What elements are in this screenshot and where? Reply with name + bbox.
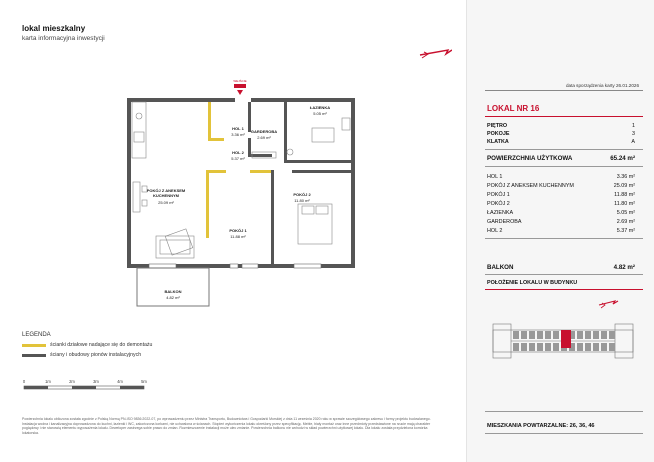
meta-staircase (487, 139, 635, 145)
building-cell (577, 331, 583, 339)
room-row-label: ŁAZIENKA (487, 210, 514, 216)
building-cell (529, 331, 535, 339)
room-row-value: 2.69 m² (616, 219, 635, 225)
balcony-area-label: BALKON (487, 264, 514, 271)
location-divider (485, 289, 643, 290)
building-cell (513, 343, 519, 351)
room-label-wardrobe: GARDEROBA (250, 129, 278, 134)
unit-title: LOKAL NR 16 (487, 104, 540, 113)
armchair (165, 229, 193, 255)
building-cell (609, 343, 615, 351)
room-row (487, 174, 635, 180)
room-row-value: 3.36 m² (616, 174, 635, 180)
dining-table (133, 182, 147, 212)
north-arrow-icon (597, 296, 619, 312)
room-row (487, 228, 635, 234)
document-title: lokal mieszkalny (22, 24, 86, 33)
outer-walls (127, 98, 355, 268)
info-card (466, 0, 654, 462)
building-cell (545, 331, 551, 339)
document-subtitle: karta informacyjna inwestycji (22, 35, 105, 42)
balcony-outline (137, 268, 209, 306)
building-cell (593, 331, 599, 339)
building-cell (585, 331, 591, 339)
room-row-value: 11.88 m² (614, 192, 635, 198)
building-cell (553, 343, 559, 351)
room-area-bath: 5.05 m² (313, 111, 327, 116)
meta-staircase-label: KLATKA (487, 139, 509, 145)
room-label-bath: ŁAZIENKA (309, 105, 331, 110)
room-area-room1: 11.88 m² (230, 234, 246, 239)
scale-tick-1: 1m (45, 379, 51, 384)
bathroom-fixtures (287, 118, 350, 155)
legend-item-walls (22, 352, 141, 358)
building-cell (521, 331, 527, 339)
legend-item-removable (22, 342, 152, 348)
room-label-hol2: HOL 2 (232, 150, 244, 155)
scale-tick-5: 5m (141, 379, 147, 384)
building-cell (521, 343, 527, 351)
building-cell (513, 331, 519, 339)
meta-rooms-label: POKOJE (487, 131, 510, 137)
building-location-diagram (489, 316, 639, 366)
meta-floor (487, 123, 635, 129)
scale-tick-0: 0 (22, 379, 26, 384)
divider (485, 411, 643, 412)
scale-bar (22, 376, 152, 396)
unit-highlight (561, 330, 571, 348)
entrance-label: WEJŚCIE (233, 79, 247, 83)
room-row-label: POKÓJ Z ANEKSEM KUCHENNYM (487, 183, 574, 189)
room-label-living: POKÓJ Z ANEKSEM KUCHENNYM (146, 188, 186, 198)
room-label-room1: POKÓJ 1 (229, 228, 247, 233)
building-cell (593, 343, 599, 351)
room-row-label: GARDEROBA (487, 219, 522, 225)
building-cell (545, 343, 551, 351)
room-row-value: 25.09 m² (613, 183, 635, 189)
kitchen-counter (132, 102, 146, 158)
legend-label-walls: ściany i obudowy pionów instalacyjnych (50, 352, 142, 358)
room-area-living: 25.09 m² (158, 200, 174, 205)
room-label-room2: POKÓJ 2 (293, 192, 311, 197)
divider (485, 433, 643, 434)
balcony-area (487, 264, 635, 271)
room-row (487, 219, 635, 225)
divider (485, 238, 643, 239)
room-label-hol1: HOL 1 (232, 126, 244, 131)
balcony-area-value: 4.82 m² (613, 264, 635, 271)
room-label-balcony: BALKON (164, 289, 182, 294)
divider (485, 149, 643, 150)
legend-title: LEGENDA (22, 332, 51, 338)
building-cell (601, 331, 607, 339)
building-cell (537, 343, 543, 351)
building-cell (601, 343, 607, 351)
north-arrow-icon (418, 44, 452, 66)
card-date: data sporządzenia karty 26.01.2026 (565, 83, 639, 88)
meta-rooms-value: 3 (632, 131, 635, 137)
room-row-label: POKÓJ 1 (487, 192, 510, 198)
room-row (487, 210, 635, 216)
building-cell (537, 331, 543, 339)
windows (149, 264, 321, 268)
building-cell (577, 343, 583, 351)
unit-divider (485, 116, 643, 117)
sofa (156, 236, 194, 258)
divider (485, 166, 643, 167)
floor-plan (120, 78, 360, 310)
usable-area (487, 155, 635, 162)
location-heading: POŁOŻENIE LOKALU W BUDYNKU (487, 280, 578, 286)
room-row-value: 11.80 m² (614, 201, 635, 207)
room-row-value: 5.37 m² (616, 228, 635, 234)
room-area-wardrobe: 2.69 m² (257, 135, 271, 140)
room-area-room2: 11.80 m² (294, 198, 310, 203)
scale-tick-3: 3m (93, 379, 99, 384)
scale-tick-2: 2m (69, 379, 75, 384)
room-area-hol2: 5.37 m² (231, 156, 245, 161)
room-row-label: HOL 2 (487, 228, 503, 234)
bed (298, 204, 332, 244)
legend-swatch-walls (22, 354, 46, 357)
divider (485, 274, 643, 275)
legend-label-removable: ścianki działowe nadające się do demontażu (50, 342, 153, 348)
usable-area-value: 65.24 m² (610, 155, 635, 162)
disclaimer-text: Powierzchnia lokalu obliczona została zgodnie z Polską Normą PN-ISO 9836:2022-07, po wprowadzeniu przez Ministra Transportu, Budownictwa i Gospodarki Morskiej z dnia 11 września 2020 roku w sprawie szczegółowego zakresu i formy projektu budowlanego. Instalacja wodna i kanalizacyjna doprowadzona do kuchni, łazienki i WC, zakończona korkami, nie uchwalona w ścianach. Stopień wykończenia lokalu określony przez specyfikację. Meble, biały montaż oraz inne przedmioty przedstawione na rzucie mają charakter poglądowy i nie stanowią elementu wyposażenia lokalu. Deweloper zastrzega sobie prawo do zmian. Rozmieszczenie instalacji może ulec zmianie. Powierzchnia balkonu nie wchodzi w skład powierzchni użytkowej lokalu. Dla lokalu została przydzielona komórka lokatorska. (22, 417, 431, 435)
room-row (487, 183, 635, 189)
interior-walls (248, 102, 352, 264)
room-row (487, 201, 635, 207)
building-cell (553, 331, 559, 339)
removable-walls (206, 102, 271, 238)
room-row-label: POKÓJ 2 (487, 201, 510, 207)
meta-floor-label: PIĘTRO (487, 123, 508, 129)
room-row-value: 5.05 m² (616, 210, 635, 216)
meta-staircase-value: A (631, 139, 635, 145)
building-cell (529, 343, 535, 351)
building-cell (585, 343, 591, 351)
room-area-hol1: 3.36 m² (231, 132, 245, 137)
room-row (487, 192, 635, 198)
room-row-label: HOL 1 (487, 174, 503, 180)
entrance-arrow-icon (234, 84, 246, 95)
meta-floor-value: 1 (632, 123, 635, 129)
repeat-units: MIESZKANIA POWTARZALNE: 26, 36, 46 (487, 423, 595, 429)
building-cell (609, 331, 615, 339)
legend-swatch-removable (22, 344, 46, 347)
scale-tick-4: 4m (117, 379, 123, 384)
divider (485, 90, 643, 91)
room-area-balcony: 4.82 m² (166, 295, 180, 300)
usable-area-label: POWIERZCHNIA UŻYTKOWA (487, 155, 573, 162)
meta-rooms (487, 131, 635, 137)
